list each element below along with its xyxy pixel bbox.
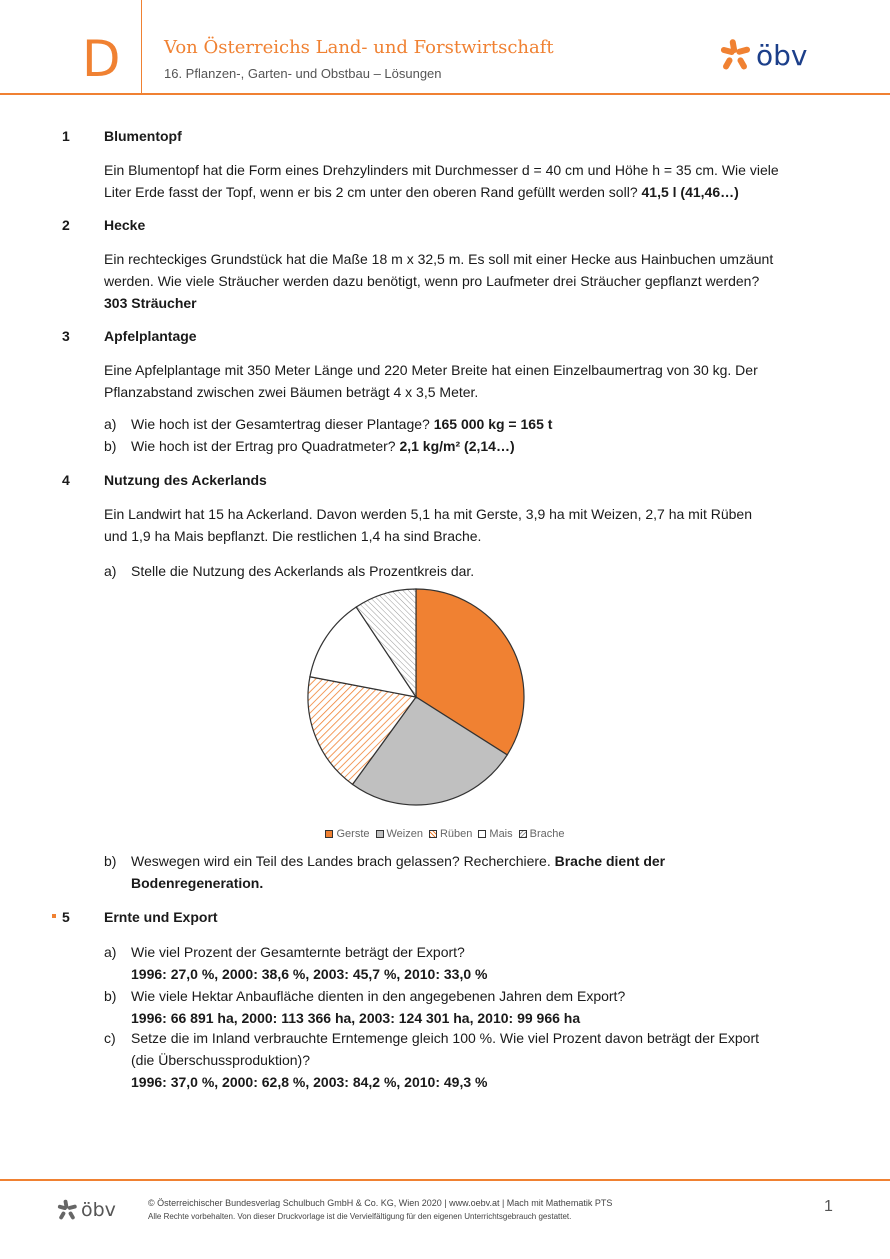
legend-swatch bbox=[429, 830, 437, 838]
item-label: c) bbox=[104, 1030, 116, 1046]
star-logo-icon bbox=[718, 38, 752, 72]
item-label: b) bbox=[104, 438, 117, 454]
header-divider-vertical bbox=[141, 0, 142, 94]
legend-swatch bbox=[478, 830, 486, 838]
logo-text: öbv bbox=[756, 38, 808, 72]
bullet-marker bbox=[52, 914, 56, 918]
chart-legend bbox=[0, 828, 890, 840]
task-text bbox=[104, 359, 758, 403]
text-line: Pflanzabstand zwischen zwei Bäumen beträgt 4 x 3,5 Meter. bbox=[104, 384, 479, 400]
item-text: Setze die im Inland verbrauchte Erntemenge gleich 100 %. Wie viel Prozent davon beträgt der Export (die Überschussproduktion)? 1996: 37,0 %, 2000: 62,8 %, 2003: 84,2 %, 2010: 49,3 % bbox=[131, 1027, 759, 1093]
answer: 165 000 kg = 165 t bbox=[433, 416, 553, 432]
task-title: Hecke bbox=[104, 217, 146, 233]
item-text: Wie hoch ist der Gesamtertrag dieser Plantage? 165 000 kg = 165 t bbox=[131, 416, 553, 432]
obv-logo bbox=[718, 38, 807, 72]
task-number: 4 bbox=[62, 472, 70, 488]
item-text: Wie viel Prozent der Gesamternte beträgt der Export? 1996: 27,0 %, 2000: 38,6 %, 2003: 45,7 %, 2010: 33,0 % bbox=[131, 941, 487, 985]
text-line: Liter Erde fasst der Topf, wenn er bis 2 cm unter den oberen Rand gefüllt werden soll? 41,5 l (41,46…) bbox=[104, 184, 739, 200]
item-text: Weswegen wird ein Teil des Landes brach gelassen? Recherchiere. Brache dient der Bodenregeneration. bbox=[131, 853, 666, 891]
answer: 2,1 kg/m² (2,14…) bbox=[399, 438, 515, 454]
text-line: Ein Blumentopf hat die Form eines Drehzylinders mit Durchmesser d = 40 cm und Höhe h = 35 cm. Wie viele bbox=[104, 162, 779, 178]
star-logo-icon bbox=[56, 1199, 78, 1221]
text-line: und 1,9 ha Mais bepflanzt. Die restlichen 1,4 ha sind Brache. bbox=[104, 528, 482, 544]
answer: 303 Sträucher bbox=[104, 295, 197, 311]
answer: 1996: 66 891 ha, 2000: 113 366 ha, 2003: 124 301 ha, 2010: 99 966 ha bbox=[131, 1010, 581, 1026]
task-title: Ernte und Export bbox=[104, 909, 218, 925]
text-line: Ein Landwirt hat 15 ha Ackerland. Davon werden 5,1 ha mit Gerste, 3,9 ha mit Weizen, 2,7 ha mit Rüben bbox=[104, 506, 752, 522]
footer-copyright: © Österreichischer Bundesverlag Schulbuch GmbH & Co. KG, Wien 2020 | www.oebv.at | Mach mit Mathematik PTS bbox=[148, 1198, 613, 1208]
legend-item: Gerste bbox=[325, 828, 369, 840]
legend-item: Weizen bbox=[376, 828, 423, 840]
task-title: Apfelplantage bbox=[104, 328, 197, 344]
item-label: a) bbox=[104, 944, 117, 960]
legend-swatch bbox=[376, 830, 384, 838]
task-number: 3 bbox=[62, 328, 70, 344]
answer: 41,5 l (41,46…) bbox=[641, 184, 739, 200]
task-text bbox=[104, 159, 779, 203]
task-number: 2 bbox=[62, 217, 70, 233]
text-line: Ein rechteckiges Grundstück hat die Maße 18 m x 32,5 m. Es soll mit einer Hecke aus Hainbuchen umzäunt bbox=[104, 251, 774, 267]
logo-text: öbv bbox=[81, 1199, 116, 1221]
item-label: a) bbox=[104, 416, 117, 432]
page-number: 1 bbox=[824, 1198, 833, 1215]
item-label: a) bbox=[104, 563, 117, 579]
legend-item: Mais bbox=[478, 828, 512, 840]
answer: 1996: 27,0 %, 2000: 38,6 %, 2003: 45,7 %, 2010: 33,0 % bbox=[131, 966, 488, 982]
task-text bbox=[104, 248, 773, 314]
task-number: 1 bbox=[62, 128, 70, 144]
answer: Bodenregeneration. bbox=[131, 875, 264, 891]
chapter-letter: D bbox=[82, 30, 121, 88]
item-text: Wie hoch ist der Ertrag pro Quadratmeter? 2,1 kg/m² (2,14…) bbox=[131, 438, 515, 454]
item-text: Wie viele Hektar Anbaufläche dienten in den angegebenen Jahren dem Export? 1996: 66 891 ha, 2000: 113 366 ha, 2003: 124 301 ha, 2010: 99 966 ha bbox=[131, 985, 625, 1029]
answer: 1996: 37,0 %, 2000: 62,8 %, 2003: 84,2 %, 2010: 49,3 % bbox=[131, 1074, 488, 1090]
item-label: b) bbox=[104, 988, 117, 1004]
legend-swatch bbox=[519, 830, 527, 838]
text-line: werden. Wie viele Sträucher werden dazu benötigt, wenn pro Laufmeter drei Sträucher gepflanzt werden? bbox=[104, 273, 760, 289]
footer-obv-logo bbox=[56, 1199, 116, 1221]
text-line: Eine Apfelplantage mit 350 Meter Länge und 220 Meter Breite hat einen Einzelbaumertrag von 30 kg. Der bbox=[104, 362, 758, 378]
task-title: Blumentopf bbox=[104, 128, 182, 144]
task-number: 5 bbox=[62, 909, 70, 925]
legend-item: Rüben bbox=[429, 828, 472, 840]
page-title: Von Österreichs Land- und Forstwirtschaft bbox=[164, 37, 554, 58]
task-text bbox=[104, 503, 752, 547]
header-divider bbox=[0, 93, 890, 95]
pie-chart bbox=[0, 584, 890, 814]
item-label: b) bbox=[104, 853, 117, 869]
footer-divider bbox=[0, 1179, 890, 1181]
page-subtitle: 16. Pflanzen-, Garten- und Obstbau – Lösungen bbox=[164, 66, 442, 81]
legend-swatch bbox=[325, 830, 333, 838]
item-text: Stelle die Nutzung des Ackerlands als Prozentkreis dar. bbox=[131, 563, 475, 579]
task-title: Nutzung des Ackerlands bbox=[104, 472, 267, 488]
legend-item: Brache bbox=[519, 828, 565, 840]
footer-rights: Alle Rechte vorbehalten. Von dieser Druckvorlage ist die Vervielfältigung für den eigenen Unterrichtsgebrauch gestattet. bbox=[148, 1212, 572, 1221]
answer: Brache dient der bbox=[554, 853, 666, 869]
